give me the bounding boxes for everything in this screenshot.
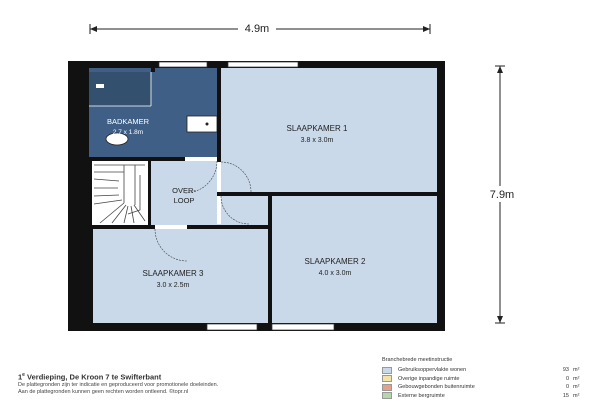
legend-value: 93 — [562, 367, 569, 374]
room-size-slaapkamer3: 3.0 x 2.5m — [156, 282, 190, 289]
room-size-slaapkamer1: 3.8 x 3.0m — [300, 137, 334, 144]
legend-swatch — [382, 384, 392, 391]
badkamer-shower — [89, 72, 151, 106]
legend-unit: m² — [573, 375, 580, 382]
legend-unit: m² — [573, 367, 580, 374]
title-ordinal-suffix: e — [22, 372, 25, 378]
plan-footer — [18, 371, 348, 396]
disclaimer-line-2: Aan de plattegronden kunnen geen rechten worden ontleend. ©topr.nl — [18, 388, 189, 395]
shower-drain-icon — [96, 84, 104, 88]
plan-title — [18, 371, 348, 382]
legend-label: Overige inpandige ruimte — [398, 375, 460, 382]
legend-row — [382, 375, 587, 384]
legend-swatch — [382, 367, 392, 374]
legend-label: Gebouwgebonden buitenruimte — [398, 384, 475, 391]
legend-unit: m² — [573, 384, 580, 391]
title-address: Verdieping, De Kroon 7 te Swifterbant — [27, 372, 162, 382]
copyright-icon: © — [169, 388, 174, 395]
legend-value: 0 — [565, 384, 569, 391]
legend-value: 0 — [565, 375, 569, 382]
room-label-badkamer: BADKAMER — [106, 117, 150, 126]
legend-swatch — [382, 392, 392, 399]
room-label-overloop-2: LOOP — [173, 196, 195, 205]
legend-row — [382, 383, 587, 392]
legend-row — [382, 366, 587, 375]
legend-unit: m² — [573, 392, 580, 399]
room-label-slaapkamer3: SLAAPKAMER 3 — [142, 269, 204, 278]
width-dimension-label: 4.9m — [244, 23, 270, 35]
width-dimension — [90, 21, 430, 35]
legend-value: 15 — [562, 392, 569, 399]
room-label-slaapkamer2: SLAAPKAMER 2 — [304, 257, 366, 266]
room-size-badkamer: 2.7 x 1.8m — [112, 129, 144, 136]
disclaimer-line-1: De plattegronden zijn ter indicatie en geproduceerd voor promotionele doeleinden. — [18, 381, 219, 388]
height-dimension-label: 7.9m — [489, 189, 515, 201]
legend-row — [382, 392, 587, 400]
brand-link[interactable]: topr.nl — [173, 388, 189, 395]
legend-label: Gebruiksoppervlakte wonen — [398, 367, 467, 374]
height-dimension — [483, 66, 519, 323]
room-size-slaapkamer2: 4.0 x 3.0m — [318, 270, 352, 277]
legend-swatch — [382, 375, 392, 382]
sink-icon — [187, 116, 217, 132]
title-floor-number: 1 — [18, 372, 23, 382]
measurement-legend — [382, 357, 587, 400]
legend-label: Externe bergruimte — [398, 392, 445, 399]
room-label-overloop-1: OVER- — [172, 186, 196, 195]
room-label-slaapkamer1: SLAAPKAMER 1 — [286, 124, 348, 133]
legend-heading: Branchebrede meetinstructie — [382, 357, 453, 363]
